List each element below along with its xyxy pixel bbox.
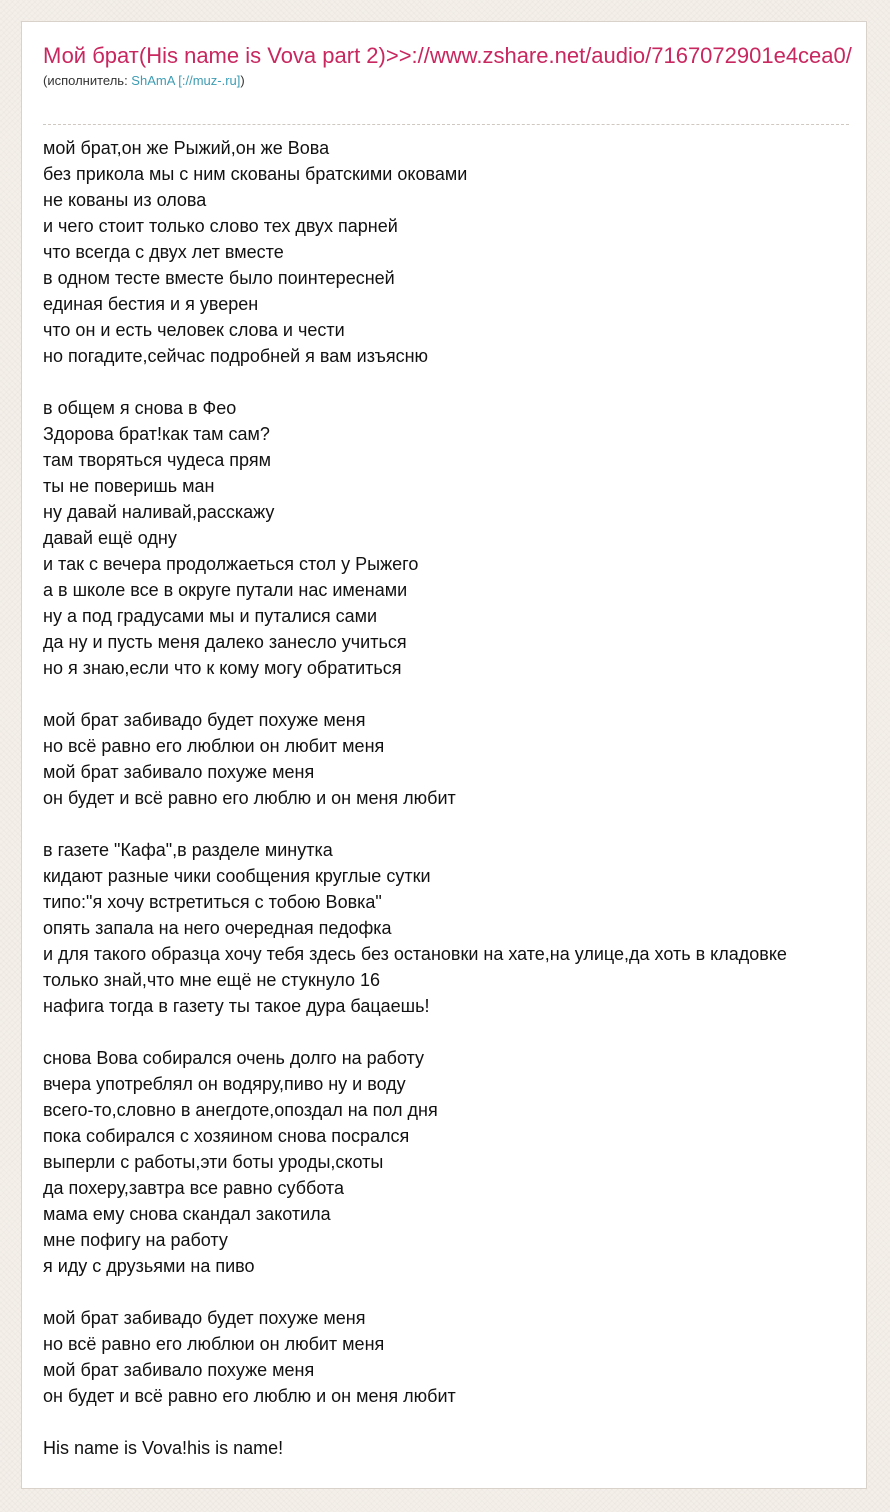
performer-info [43,72,853,90]
lyrics-stanza [43,1045,890,1279]
lyric-line: но погадите,сейчас подробней я вам изъясню [43,346,429,366]
lyric-line: в газете "Кафа",в разделе минутка [43,840,333,860]
lyric-line: выперли с работы,эти боты уроды,скоты [43,1152,384,1172]
lyric-line: His name is Vova!his is name! [43,1438,284,1458]
lyric-line: только знай,что мне ещё не стукнуло 16 [43,970,381,990]
lyric-line: мой брат забивало похуже меня [43,1360,315,1380]
lyric-line: я иду с друзьями на пиво [43,1256,255,1276]
lyric-line: мой брат забивадо будет похуже меня [43,1308,366,1328]
lyric-line: кидают разные чики сообщения круглые сутки [43,866,431,886]
lyric-line: что всегда с двух лет вместе [43,242,284,262]
lyric-line: всего-то,словно в анегдоте,опоздал на пол дня [43,1100,438,1120]
lyrics-stanza [43,837,890,1019]
lyric-line: ну давай наливай,расскажу [43,502,275,522]
lyric-line: мой брат,он же Рыжий,он же Вова [43,138,330,158]
lyric-line: давай ещё одну [43,528,177,548]
lyric-line: мой брат забивадо будет похуже меня [43,710,366,730]
lyrics-stanza [43,135,890,369]
lyrics-card [21,21,867,1489]
lyric-line: и чего стоит только слово тех двух парней [43,216,398,236]
lyric-line: не кованы из олова [43,190,207,210]
artist-link[interactable]: ShAmA [131,73,175,88]
lyric-line: вчера употреблял он водяру,пиво ну и воду [43,1074,406,1094]
lyric-line: опять запала на него очередная педофка [43,918,392,938]
lyric-line: нафига тогда в газету ты такое дура бацаешь! [43,996,430,1016]
lyric-line: там творяться чудеса прям [43,450,271,470]
song-title: Мой брат(His name is Vova part 2)>>://www.zshare.net/audio/7167072901e4cea0/ [43,43,852,68]
lyric-line: ну а под градусами мы и путалися сами [43,606,378,626]
lyric-line: а в школе все в округе путали нас именами [43,580,408,600]
lyric-line: в общем я снова в Фео [43,398,237,418]
lyric-line: мой брат забивало похуже меня [43,762,315,782]
lyric-line: он будет и всё равно его люблю и он меня любит [43,1386,456,1406]
lyric-line: без прикола мы с ним скованы братскими оковами [43,164,468,184]
lyric-line: да похеру,завтра все равно суббота [43,1178,344,1198]
header-divider [43,124,849,125]
lyric-line: в одном тесте вместе было поинтересней [43,268,395,288]
lyric-line: мама ему снова скандал закотила [43,1204,331,1224]
lyric-line: пока собирался с хозяином снова посрался [43,1126,410,1146]
lyric-line: типо:"я хочу встретиться с тобою Вовка" [43,892,382,912]
lyric-line: снова Вова собирался очень долго на работу [43,1048,425,1068]
performer-suffix: ) [240,73,245,88]
lyric-line: единая бестия и я уверен [43,294,259,314]
lyric-line: и так с вечера продолжаеться стол у Рыжего [43,554,419,574]
lyric-line: и для такого образца хочу тебя здесь без остановки на хате,на улице,да хоть в кладовке [43,944,787,964]
lyric-line: Здорова брат!как там сам? [43,424,270,444]
lyrics-stanza [43,1435,890,1461]
song-header [43,42,853,90]
lyrics-stanza [43,395,890,681]
lyrics-text [43,135,890,1487]
source-link[interactable]: [://muz-.ru] [178,73,241,88]
lyric-line: он будет и всё равно его люблю и он меня любит [43,788,456,808]
lyric-line: да ну и пусть меня далеко занесло учиться [43,632,407,652]
lyric-line: что он и есть человек слова и чести [43,320,345,340]
lyrics-stanza [43,707,890,811]
lyric-line: мне пофигу на работу [43,1230,228,1250]
lyrics-stanza [43,1305,890,1409]
performer-prefix: (исполнитель: [43,73,132,88]
lyric-line: ты не поверишь ман [43,476,215,496]
lyric-line: но я знаю,если что к кому могу обратиться [43,658,402,678]
lyric-line: но всё равно его люблюи он любит меня [43,1334,385,1354]
lyric-line: но всё равно его люблюи он любит меня [43,736,385,756]
